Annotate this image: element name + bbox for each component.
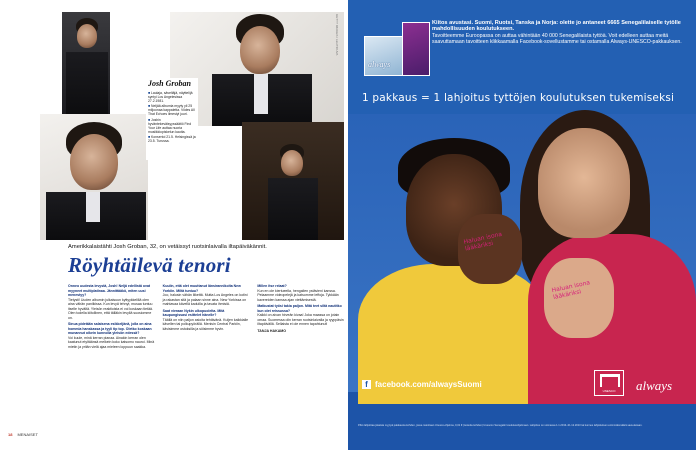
infobox-list	[148, 91, 196, 143]
photo-groban-closeup	[40, 114, 148, 240]
infobox-item: ■ Neljää albumia myyty yli 25 miljoonaa kappaletta. Viides All That Echoes ilmestyi juuri.	[148, 104, 196, 116]
campaign-slogan: 1 pakkaus = 1 lahjoitus tyttöjen koulutuksen tukemiseksi	[362, 92, 675, 104]
interview-answer: Joo, halusin vähän liikettä. Mutta Los Angeles on kotini ja rakastan sitä ja palaan sinne aina. New Yorkissa on mahtavaa kävellä kaduilla ja tavata ihmisiä.	[162, 293, 248, 306]
interview-question: Matkustat työsi takia paljon. Mitä teet siltä nautitko kun olet reissussa?	[257, 304, 342, 313]
fine-print: P&G lahjoittaa jokaista myytyä pakkausta kohden, jossa mainitaan Unesco-ohjelma, 0,01 € (tuotetta kohden) Unescon Senegalin koulutusohjelmaan. Lahjoitus on voimassa 1.1.2013–31.12.2013 tai kunnes lahjoituksen enimmäismäärä saavutetaan.	[358, 424, 643, 427]
interview-answer: Kaikki on aivan hirveän kivaa! Joka maassa on jotain omaa. Suomessa olin kerran ruotsinlaivalla ja ryyppäsin iltapäivällä. Sellaista ei ole ennen tapahtunut!	[257, 313, 344, 326]
pack-brand-label: always	[368, 60, 391, 69]
page-number: 18	[8, 432, 13, 437]
infobox-title: Josh Groban	[148, 79, 191, 88]
infobox-item: ■ Laulaja, säveltäjä, näyttelijä syntyi Los Angelesissa 27.2.1981.	[148, 91, 196, 103]
girl-right-face	[538, 128, 630, 238]
interview-question: Onneo uudesta levystä, Josh! Neljä edellistä ovat myyneet multiplatinaa. Jännittääkö, miten uusi menestyy?	[68, 284, 151, 297]
photo-groban-dark	[62, 12, 110, 118]
interview-answer: Täällä on niin paljon asioita tehtävänä. Kuljen kaikkialle kävellen tai polkupyörällä. Menisin Central Parkiin, kävisimme ostoksilla ja söisimme hyvin.	[162, 317, 249, 331]
product-pack-ultra	[364, 36, 404, 76]
unesco-temple-icon	[600, 374, 620, 387]
article-headline: Röyhtäilevä tenori	[68, 253, 231, 277]
artist-infobox	[146, 78, 198, 160]
interview-answer: Voi kuule, minä kerran pianaa. Ainakin kerran olen kaatunut etyltäänsä melkein koko katsomo nauroi. Minä mietin ja yritän vielä ajaa mieleen loppuun saakka.	[68, 335, 155, 349]
infobox-item: ■ Joshin hyväntekeväisyyssäätiö Find Your Life auttaa nuoria musiikkiopiskelun kautta.	[148, 118, 196, 134]
palm-writing-right: Haluan isona lääkäriksi	[551, 279, 591, 302]
interview-answer: Tietysti! Uuden albumin julkaisuun kyttyykkelillä olen aina vähän paniikissa. Kun levyä tehnyt, musaa tuntuu itselle hyvältä. Yleisön reaktioista ei voi koskaan tietää. Olen todella kiitollinen, että tälläkin levyllä suosiomme on.	[68, 297, 153, 320]
interview-question: Kuulin, että olet muuttanut länsirannikolta New Yorkiin. Miltä tuntuu?	[162, 284, 241, 293]
page-footer	[8, 432, 38, 437]
campaign-message	[432, 20, 688, 46]
article-lead: Amerikkalaistähti Josh Groban, 32, on vetäissyt ruotsinlaivalla iltapäiväkännit.	[68, 244, 267, 250]
campaign-body: Tavoitteemme Euroopassa on auttaa vähintään 40 000 Senegalilaista tyttöä. Voit edelleen auttaa meitä saavuttamaan tavoitteen klikkaamalla Facebook-sovellustamme tai ostamalla Always-UNESCO-pakkauksen.	[432, 32, 682, 46]
facebook-link[interactable]	[362, 380, 482, 389]
interview-question: Sinua pidetään salaisena esikkeljänä, jolla on aina hommia hanskassa ja tyyli tip top. Oletko koskaan munannut oikein kunnolla yleisön edessä?	[68, 322, 152, 335]
interview-question: Millen itse relaat?	[257, 284, 287, 288]
right-page-ad	[348, 0, 696, 450]
campaign-title: Kiitos avustasi. Suomi, Ruotsi, Tanska ja Norja: olette jo antaneet 6665 Senegalilaiselle tytölle mahdollisuuden koulutukseen.	[432, 20, 681, 33]
unesco-logo	[594, 370, 624, 396]
unesco-label: UNESCO	[602, 389, 616, 393]
product-pack-night	[402, 22, 430, 76]
article-column	[257, 282, 344, 427]
article-body	[68, 282, 344, 427]
infobox-item: ■ Konsertoi 21.5. Helsingissä ja 23.5. Turussa.	[148, 135, 196, 143]
palm-writing-left: Haluan isona lääkäriksi	[463, 230, 503, 253]
facebook-url: facebook.com/alwaysSuomi	[375, 380, 482, 389]
ad-photo-girls	[348, 114, 696, 392]
photo-groban-seated	[242, 122, 344, 240]
interview-answer: Kun en ole kiertueella, hengailen ystävieni kanssa. Pelaamme videopelejä ja katsomme leffoja. Tykkään kavereiden kanssa ajan viettämisestä.	[257, 288, 339, 302]
magazine-name: MENAISET	[17, 432, 38, 437]
photo-credit: GETTY IMAGES / LEHTIKUVA	[335, 14, 339, 56]
interview-question: Saat vieraan Nykin ulkopuolelta. Mitä kaupungissasi esittelet hänelle?	[162, 308, 225, 317]
always-logo: always	[636, 378, 673, 393]
article-byline: TANJA HAKAMO	[257, 328, 287, 333]
article-column	[68, 282, 155, 427]
article-column	[163, 282, 250, 427]
facebook-icon: f	[362, 380, 371, 389]
